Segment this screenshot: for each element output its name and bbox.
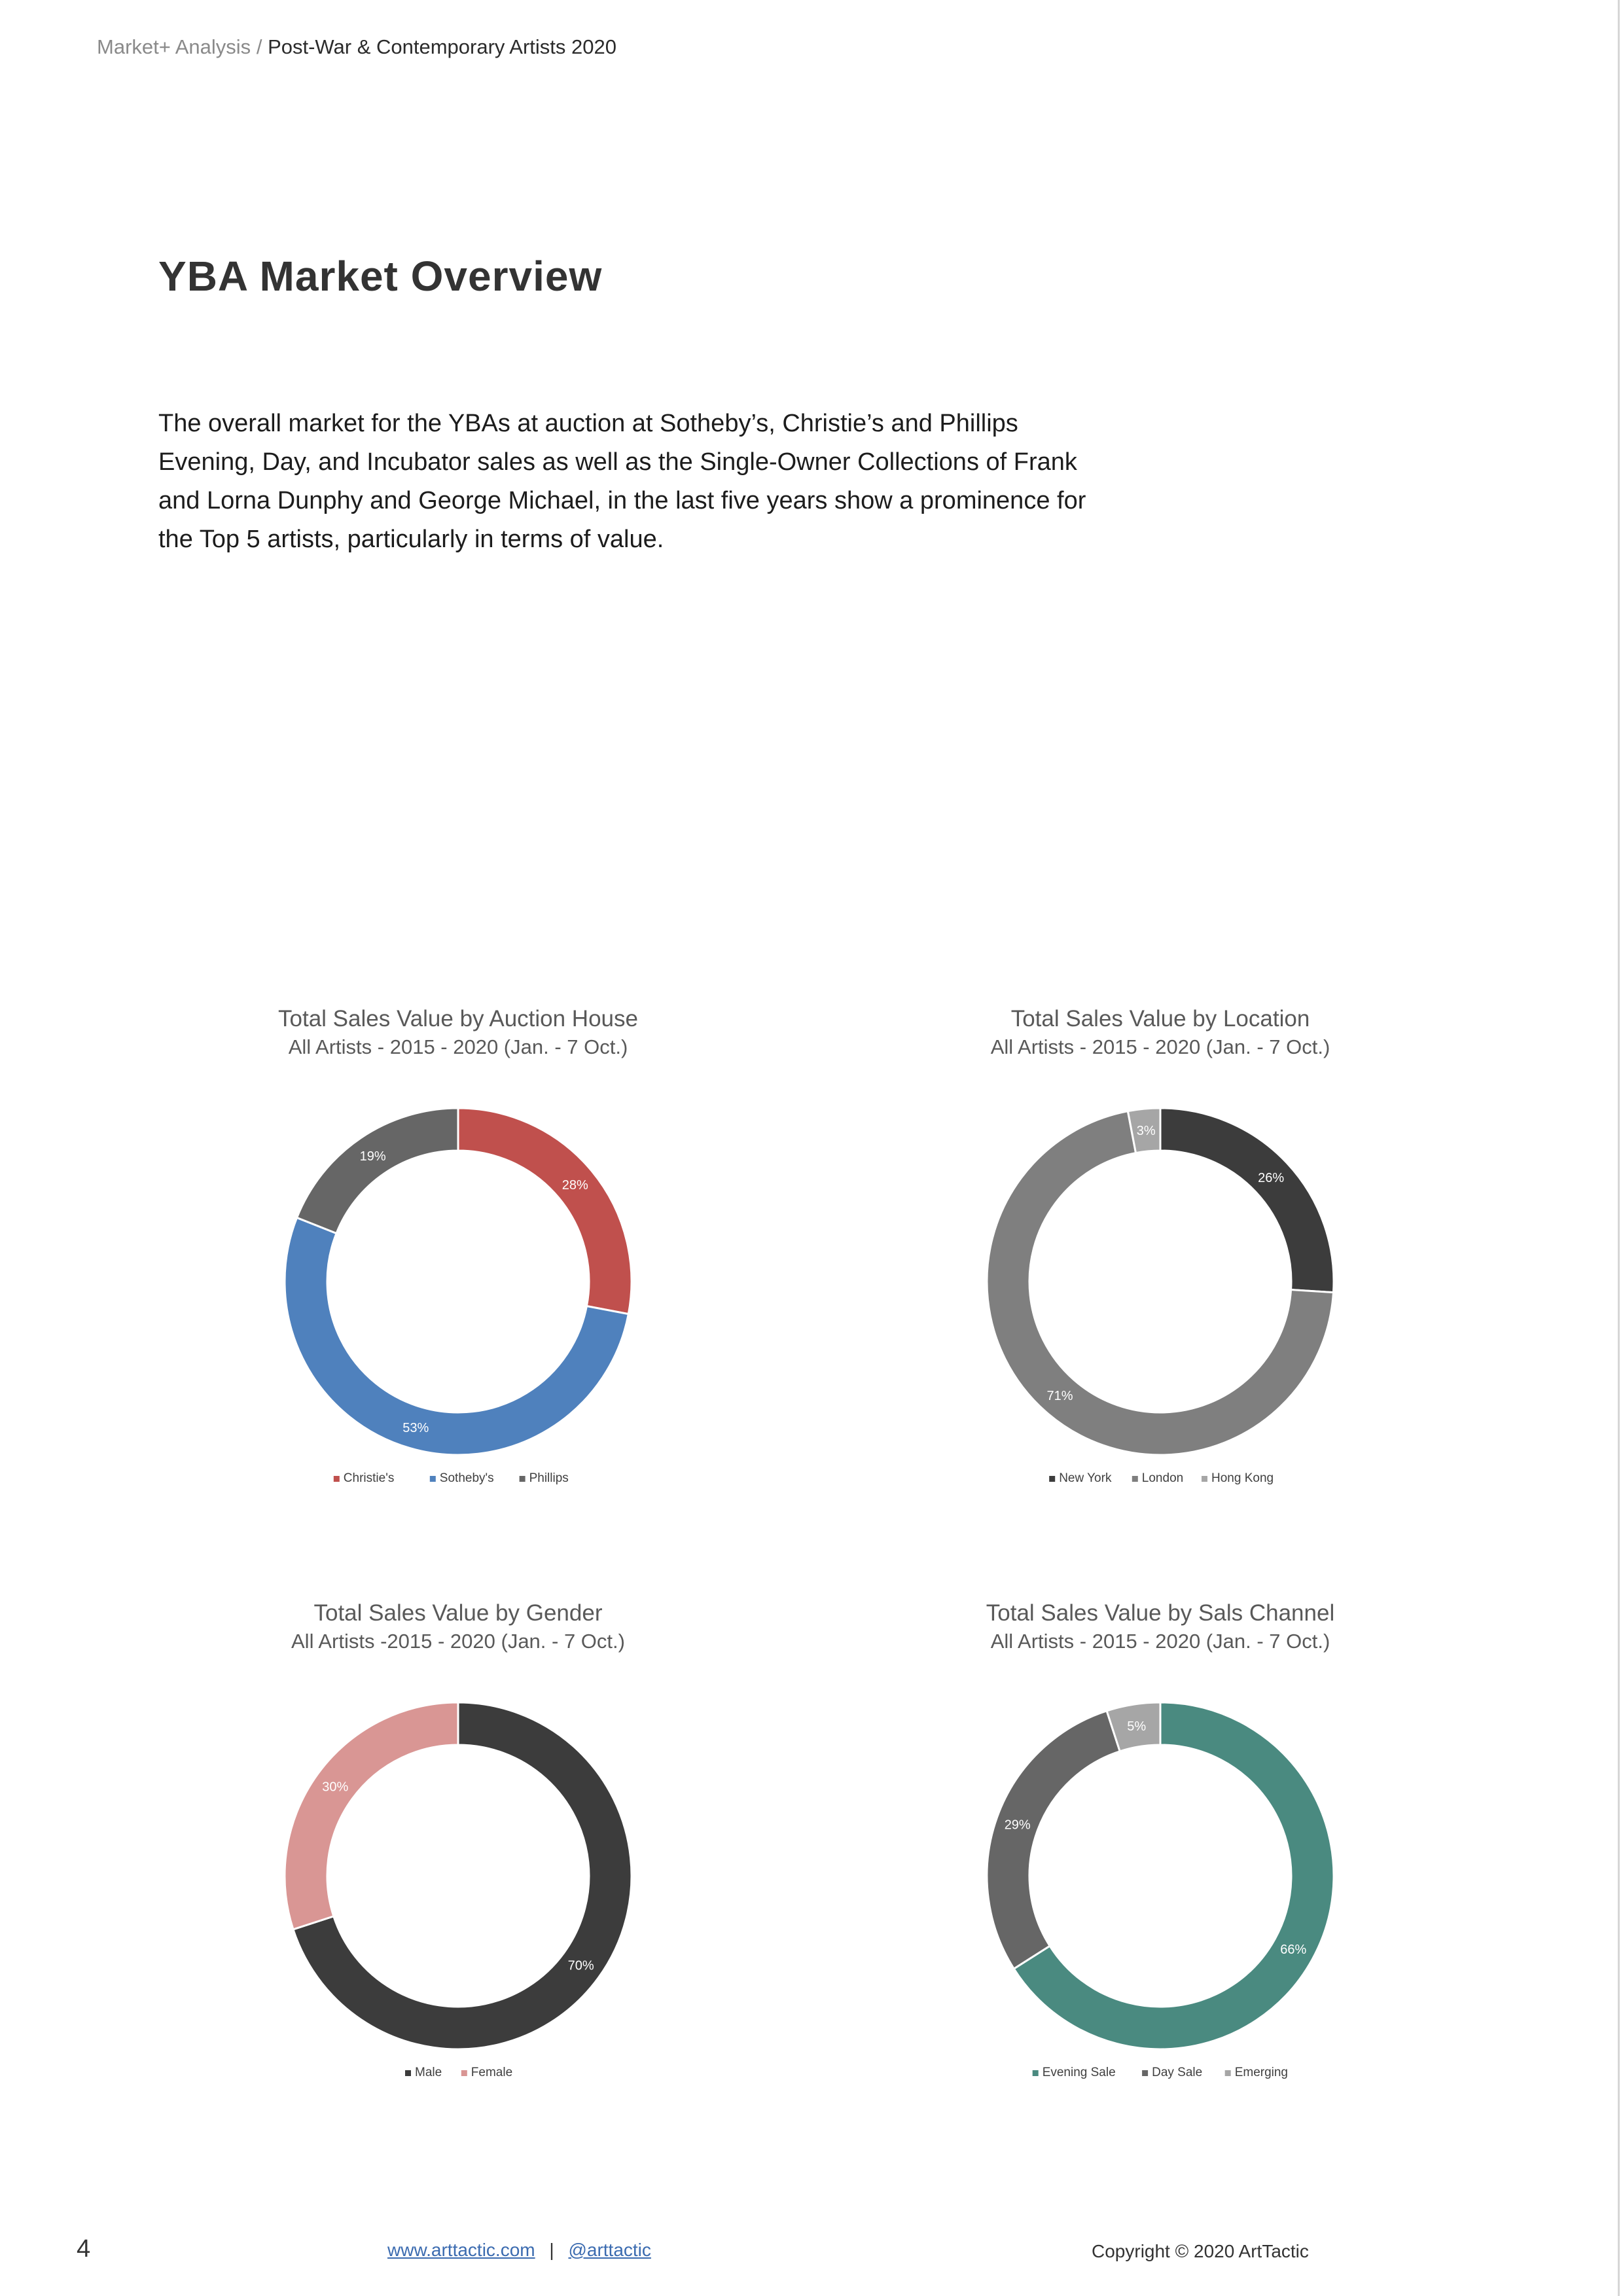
chart-gender [131, 1594, 785, 2092]
website-link[interactable]: www.arttactic.com [387, 2240, 535, 2260]
breadcrumb-page: Post-War & Contemporary Artists 2020 [268, 35, 616, 58]
breadcrumb-section[interactable]: Market+ Analysis [97, 35, 251, 58]
donut-slice-female [285, 1702, 458, 1929]
chart-title: Total Sales Value by Location [1010, 1006, 1310, 1031]
page-edge-rule [1618, 0, 1620, 2296]
donut-slice-day-sale [987, 1711, 1120, 1969]
slice-label-christie-s: 28% [562, 1178, 588, 1193]
chart-subtitle: All Artists - 2015 - 2020 (Jan. - 7 Oct.) [990, 1630, 1330, 1653]
intro-paragraph: The overall market for the YBAs at auction at Sotheby’s, Christie’s and Phillips Evening, Day, and Incubator sales as well as the Single-Owner Collections of Frank and Lorna Dunphy and George Michael, in the last five years show a prominence for the Top 5 artists, particularly in terms of value. [158, 410, 1086, 553]
donut-chart-svg [833, 1594, 1488, 2092]
chart-title: Total Sales Value by Sals Channel [986, 1600, 1335, 1626]
chart-sales-channel [833, 1594, 1488, 2092]
breadcrumb [97, 35, 616, 59]
footer-links [387, 2240, 651, 2261]
donut-chart-svg [131, 1000, 785, 1498]
chart-auction-house [131, 1000, 785, 1498]
slice-label-new-york: 26% [1258, 1171, 1285, 1186]
legend-label-sotheby-s: Sotheby's [439, 1471, 494, 1485]
chart-title: Total Sales Value by Gender [313, 1600, 603, 1626]
chart-location [833, 1000, 1488, 1498]
donut-chart-svg [833, 1000, 1488, 1498]
donut-chart-svg [131, 1594, 785, 2092]
legend-label-christie-s: Christie's [343, 1471, 395, 1485]
social-handle-link[interactable]: @arttactic [568, 2240, 651, 2260]
legend-swatch-hong-kong [1202, 1476, 1207, 1482]
legend-label-london: London [1141, 1471, 1184, 1485]
copyright: Copyright © 2020 ArtTactic [1092, 2241, 1309, 2261]
donut-slice-sotheby-s [285, 1217, 628, 1455]
slice-label-day-sale: 29% [1004, 1818, 1031, 1833]
slice-label-phillips: 19% [359, 1149, 386, 1164]
legend-swatch-christie-s [334, 1476, 340, 1482]
page-title: YBA Market Overview [158, 253, 603, 300]
legend-swatch-male [405, 2070, 411, 2076]
legend-label-emerging: Emerging [1234, 2066, 1289, 2079]
slice-label-evening-sale: 66% [1280, 1942, 1307, 1957]
legend-swatch-sotheby-s [430, 1476, 436, 1482]
slice-label-sotheby-s: 53% [402, 1420, 429, 1435]
legend-label-hong-kong: Hong Kong [1211, 1471, 1274, 1485]
slice-label-hong-kong: 3% [1136, 1124, 1156, 1139]
legend-swatch-female [461, 2070, 467, 2076]
chart-subtitle: All Artists - 2015 - 2020 (Jan. - 7 Oct.) [990, 1035, 1330, 1058]
page-number: 4 [77, 2235, 91, 2263]
donut-slice-new-york [1160, 1108, 1334, 1293]
legend-swatch-phillips [520, 1476, 526, 1482]
slice-label-emerging: 5% [1127, 1719, 1147, 1734]
legend-swatch-london [1132, 1476, 1138, 1482]
chart-subtitle: All Artists -2015 - 2020 (Jan. - 7 Oct.) [291, 1630, 625, 1653]
legend-label-phillips: Phillips [529, 1471, 569, 1485]
legend-swatch-day-sale [1142, 2070, 1148, 2076]
breadcrumb-separator: / [256, 35, 262, 58]
legend-swatch-emerging [1225, 2070, 1231, 2076]
legend-label-male: Male [415, 2066, 442, 2079]
legend-label-evening-sale: Evening Sale [1042, 2066, 1116, 2079]
chart-title: Total Sales Value by Auction House [278, 1006, 638, 1031]
legend-label-female: Female [471, 2066, 513, 2079]
slice-label-female: 30% [322, 1780, 349, 1795]
legend-swatch-evening-sale [1033, 2070, 1039, 2076]
donut-slice-christie-s [458, 1108, 632, 1314]
slice-label-london: 71% [1046, 1389, 1073, 1404]
slice-label-male: 70% [567, 1958, 594, 1973]
legend-label-day-sale: Day Sale [1152, 2066, 1203, 2079]
legend-swatch-new-york [1049, 1476, 1055, 1482]
chart-subtitle: All Artists - 2015 - 2020 (Jan. - 7 Oct.) [288, 1035, 628, 1058]
donut-slice-phillips [297, 1108, 458, 1233]
legend-label-new-york: New York [1059, 1471, 1112, 1485]
footer-separator: | [549, 2240, 554, 2260]
